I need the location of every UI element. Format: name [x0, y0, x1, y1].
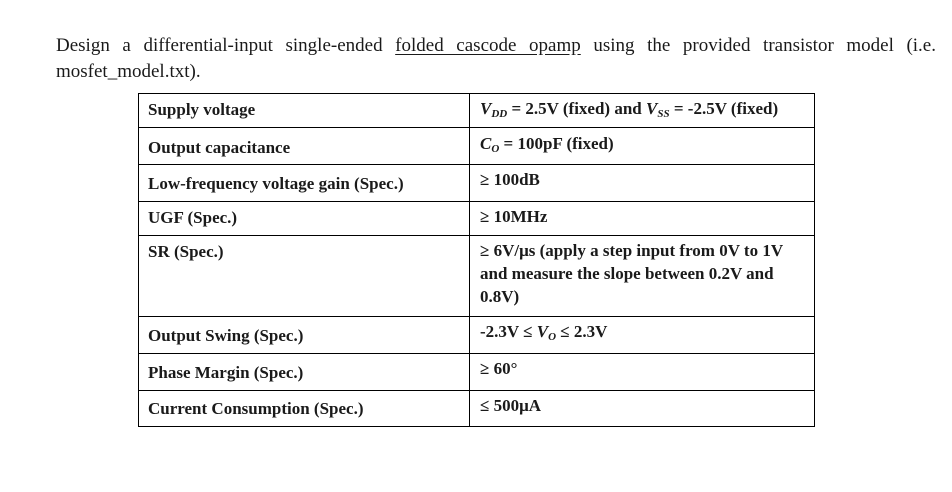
row-label: SR (Spec.) [139, 236, 470, 317]
table-row-slew-rate [139, 236, 815, 317]
vdd-symbol: V [480, 99, 492, 118]
row-label: Phase Margin (Spec.) [139, 354, 470, 391]
row-label: Low-frequency voltage gain (Spec.) [139, 165, 470, 202]
table-row-output-swing [139, 317, 815, 354]
table-row-phase-margin [139, 354, 815, 391]
spec-table [138, 93, 815, 427]
swing-high: ≤ 2.3V [556, 322, 608, 341]
vo-symbol: V [536, 322, 549, 341]
row-label: Output Swing (Spec.) [139, 317, 470, 354]
vo-subscript: O [548, 331, 557, 343]
intro-text-before: Design a differential-input single-ended [56, 35, 396, 56]
table-row-supply-voltage [139, 94, 815, 128]
vss-symbol: V [646, 99, 658, 118]
co-subscript: O [491, 143, 500, 155]
vss-value: = -2.5V (fixed) [669, 99, 779, 118]
row-value: ≥ 10MHz [470, 202, 815, 236]
table-row-current-consumption [139, 391, 815, 427]
row-value: ≥ 100dB [470, 165, 815, 202]
row-value: ≤ 500μA [470, 391, 815, 427]
row-value: ≥ 6V/μs (apply a step input from 0V to 1V and measure the slope between 0.2V and 0.8V) [470, 236, 815, 317]
swing-low: -2.3V ≤ [480, 322, 537, 341]
intro-text-after: using the provided transistor model (i.e. mosfet_model.txt). [56, 35, 936, 82]
vss-subscript: SS [657, 108, 670, 120]
row-value [470, 128, 815, 165]
intro-paragraph [56, 33, 936, 85]
row-label: UGF (Spec.) [139, 202, 470, 236]
row-label: Supply voltage [139, 94, 470, 128]
co-symbol: C [480, 134, 492, 153]
table-row-ugf [139, 202, 815, 236]
row-value: ≥ 60° [470, 354, 815, 391]
vdd-subscript: DD [491, 108, 508, 120]
co-value: = 100pF (fixed) [499, 134, 614, 153]
intro-underlined-phrase: folded cascode opamp [395, 35, 581, 56]
row-label: Output capacitance [139, 128, 470, 165]
row-label: Current Consumption (Spec.) [139, 391, 470, 427]
table-row-voltage-gain [139, 165, 815, 202]
table-row-output-capacitance [139, 128, 815, 165]
row-value [470, 94, 815, 128]
vdd-value: = 2.5V (fixed) and [507, 99, 647, 118]
row-value [470, 317, 815, 354]
